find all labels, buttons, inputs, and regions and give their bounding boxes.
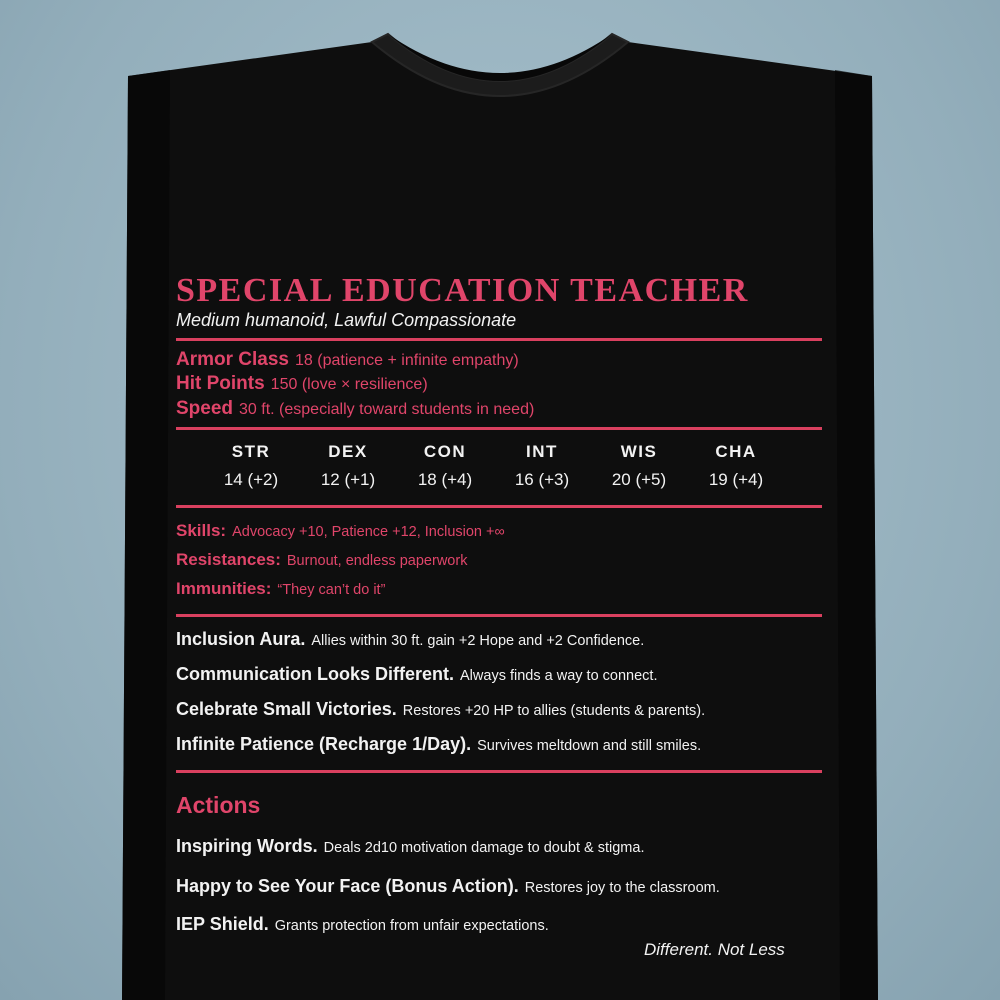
property-label: Resistances: [176,550,281,569]
ability-name: INT [526,442,558,461]
ability-name: DEX [328,442,368,461]
trait-small-victories [176,699,705,720]
shirt-shade-right [835,70,878,1000]
divider [176,427,822,430]
trait-desc: Restores +20 HP to allies (students & parents). [402,703,706,719]
property-immunities [176,579,385,599]
stat-armor-class [176,349,519,371]
stat-value: 18 (patience + infinite empathy) [295,352,519,369]
stat-speed [176,398,534,420]
property-value: Burnout, endless paperwork [286,553,468,569]
property-label: Skills: [176,521,227,540]
property-value: “They can’t do it” [277,582,386,598]
ability-int [497,442,587,490]
property-value: Advocacy +10, Patience +12, Inclusion +∞ [232,524,505,540]
ability-con [400,442,490,490]
trait-communication [176,664,657,685]
actions-heading: Actions [176,792,261,818]
stat-hit-points [176,373,428,395]
ability-name: CON [423,442,467,461]
ability-str [206,442,296,490]
ability-name: WIS [620,442,658,461]
tagline: Different. Not Less [644,940,785,959]
stat-label: Hit Points [176,373,265,394]
action-desc: Grants protection from unfair expectations. [274,918,549,934]
stat-label: Speed [176,398,234,419]
stat-value: 30 ft. (especially toward students in need) [239,401,535,418]
property-skills [176,521,505,541]
trait-name: Communication Looks Different. [176,664,455,684]
trait-desc: Survives meltdown and still smiles. [477,738,702,754]
action-name: Happy to See Your Face (Bonus Action). [176,876,519,896]
action-desc: Deals 2d10 motivation damage to doubt & stigma. [323,840,645,856]
ability-name: STR [231,442,271,461]
property-label: Immunities: [176,579,272,598]
stat-block-title: SPECIAL EDUCATION TEACHER [176,272,749,309]
ability-scores [206,442,802,498]
trait-inclusion-aura [176,629,644,650]
trait-desc: Always finds a way to connect. [460,668,658,684]
ability-dex [303,442,393,490]
ability-score: 12 (+1) [320,470,376,489]
action-happy-to-see [176,876,720,897]
trait-name: Inclusion Aura. [176,629,306,649]
trait-infinite-patience [176,734,701,755]
shirt-shade-left [122,70,170,1000]
stat-block [176,272,826,1000]
action-name: Inspiring Words. [176,836,318,856]
stat-value: 150 (love × resilience) [270,376,428,393]
divider [176,614,822,617]
ability-name: CHA [715,442,757,461]
ability-wis [594,442,684,490]
stat-block-subtitle: Medium humanoid, Lawful Compassionate [176,310,517,330]
trait-name: Celebrate Small Victories. [176,699,397,719]
stat-label: Armor Class [176,349,289,370]
action-inspiring-words [176,836,644,857]
ability-score: 20 (+5) [611,470,667,489]
divider [176,770,822,773]
divider [176,505,822,508]
property-resistances [176,550,467,570]
ability-score: 14 (+2) [223,470,279,489]
trait-desc: Allies within 30 ft. gain +2 Hope and +2 Confidence. [311,633,645,649]
action-name: IEP Shield. [176,914,269,934]
action-iep-shield [176,914,549,935]
ability-cha [691,442,781,490]
ability-score: 18 (+4) [417,470,473,489]
divider [176,338,822,341]
action-desc: Restores joy to the classroom. [524,880,720,896]
ability-score: 19 (+4) [708,470,764,489]
ability-score: 16 (+3) [514,470,570,489]
trait-name: Infinite Patience (Recharge 1/Day). [176,734,472,754]
